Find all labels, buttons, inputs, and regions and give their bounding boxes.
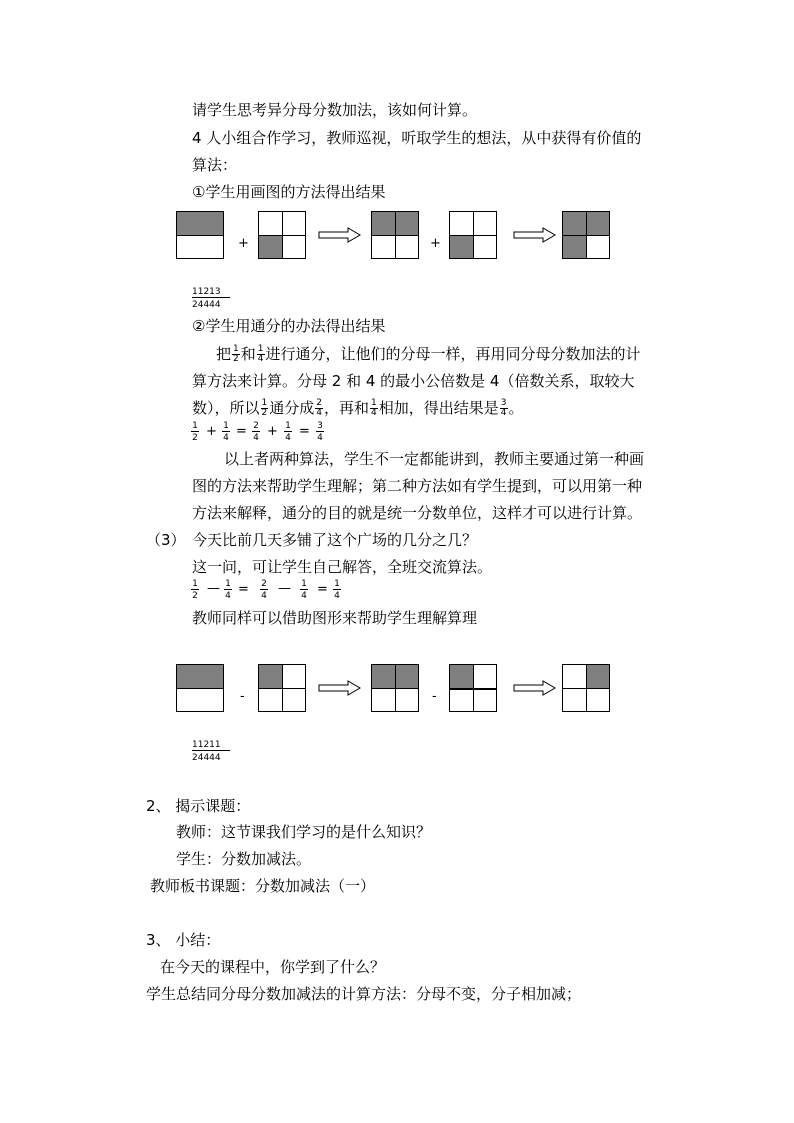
text-line: ①学生用画图的方法得出结果 — [192, 183, 386, 201]
equals-sign: = — [299, 424, 310, 439]
fraction-bar — [192, 750, 230, 751]
text-line: 以上者两种算法，学生不一定都能讲到，教师主要通过第一种画 — [224, 450, 645, 468]
text-line: 数），所以 $\frac{1}{2}$ 通分成 $\frac{2}{4}$ ，再和 $\frac{1}{4}$ 相加，得出结果是 $\frac{3}{4}$ 。 — [192, 398, 524, 418]
half-shaded-square — [176, 664, 224, 712]
right-arrow-icon — [318, 227, 362, 243]
equals-sign: = — [238, 582, 249, 597]
plus-sign: + — [206, 424, 217, 439]
minus-sign: — — [278, 581, 291, 596]
stacked-numerators: 11211 — [192, 740, 221, 750]
text-line: 今天比前几天多铺了这个广场的几分之几？ — [192, 531, 478, 549]
text-line: 4 人小组合作学习，教师巡视，听取学生的想法，从中获得有价值的 — [192, 129, 642, 147]
right-arrow-icon — [513, 680, 557, 696]
equals-sign: = — [317, 582, 328, 597]
text-line: 这一问，可让学生自己解答，全班交流算法。 — [192, 558, 493, 576]
stacked-denominators: 24444 — [192, 300, 221, 310]
text-line: 教师：这节课我们学习的是什么知识？ — [176, 823, 432, 841]
item-number: （3） — [146, 531, 186, 549]
text-line: 请学生思考异分母分数加法，该如何计算。 — [192, 101, 478, 119]
stacked-numerators: 11213 — [192, 287, 221, 297]
text-line: 教师板书课题：分数加减法（一） — [150, 877, 376, 895]
minus-sign: - — [432, 689, 437, 704]
plus-sign: + — [430, 236, 441, 251]
fraction-two-quarters: $\frac{2}{4}$ — [316, 398, 322, 418]
text-line: 学生总结同分母分数加减法的计算方法：分母不变，分子相加减； — [146, 985, 582, 1003]
text-line: 学生：分数加减法。 — [176, 850, 312, 868]
plus-sign: + — [267, 424, 278, 439]
quarter-shaded-square — [562, 664, 610, 712]
fraction-quarter: $\frac{1}{4}$ — [257, 344, 264, 364]
three-quarters-shaded-square — [562, 211, 610, 259]
plus-sign: + — [238, 236, 249, 251]
text-line: ②学生用通分的办法得出结果 — [192, 317, 386, 335]
quarter-shaded-square — [258, 664, 306, 712]
stacked-denominators: 24444 — [192, 753, 221, 763]
section-heading: 2、 揭示课题： — [146, 797, 251, 815]
text-line: 算方法来计算。分母 2 和 4 的最小公倍数是 4（倍数关系，取较大 — [192, 372, 635, 390]
fraction-three-quarters: $\frac{3}{4}$ — [500, 398, 507, 418]
fraction-half: $\frac{1}{2}$ — [233, 344, 239, 364]
text-line: 方法来解释，通分的目的就是统一分数单位，这样才可以进行计算。 — [192, 504, 643, 522]
section-heading: 3、 小结： — [146, 931, 221, 949]
quarter-shaded-square — [258, 211, 306, 259]
text-line: 算法： — [192, 156, 238, 174]
quarters-shaded-square — [371, 664, 419, 712]
text-line: 图的方法来帮助学生理解；第二种方法如有学生提到，可以用第一种 — [192, 477, 643, 495]
equals-sign: = — [236, 424, 247, 439]
text-line: 教师同样可以借助图形来帮助学生理解算理 — [192, 609, 478, 627]
quarter-shaded-square — [449, 664, 497, 712]
quarter-shaded-square — [449, 211, 497, 259]
half-shaded-square — [176, 211, 224, 259]
fraction-half: $\frac{1}{2}$ — [261, 398, 268, 418]
right-arrow-icon — [318, 680, 362, 696]
quarters-shaded-square — [371, 211, 419, 259]
right-arrow-icon — [513, 227, 557, 243]
minus-sign: — — [207, 581, 220, 596]
minus-sign: - — [240, 689, 245, 704]
text-line: 在今天的课程中，你学到了什么？ — [160, 958, 386, 976]
text-line: 把 $\frac{1}{2}$ 和 $\frac{1}{4}$ 进行通分，让他们的分母一样，再用同分母分数加法的计 — [216, 344, 641, 364]
fraction-quarter: $\frac{1}{4}$ — [371, 398, 377, 418]
fraction-bar — [192, 297, 230, 298]
